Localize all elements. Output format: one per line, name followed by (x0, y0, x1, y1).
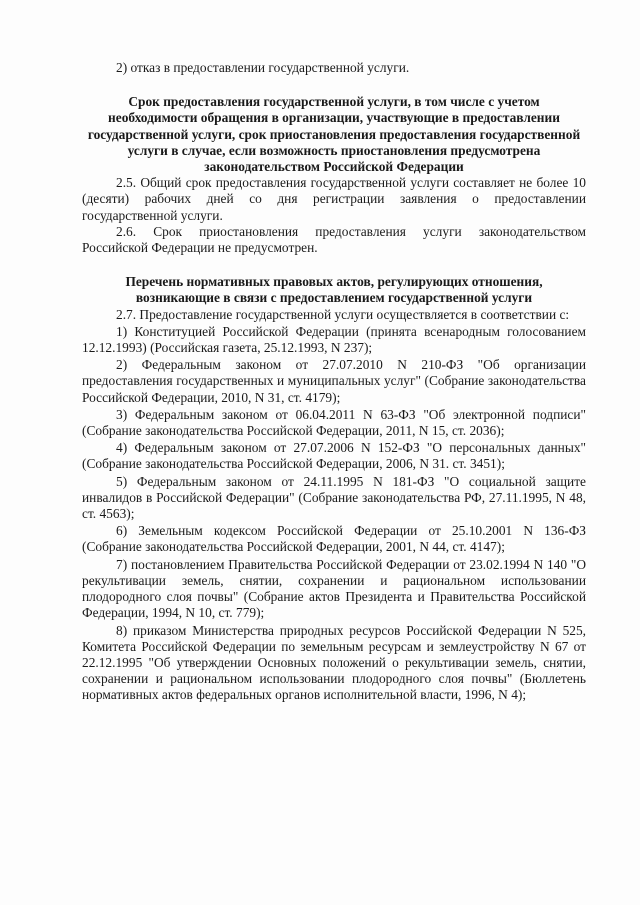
list-item: 5) Федеральным законом от 24.11.1995 N 181-ФЗ "О социальной защите инвалидов в Российской Федерации" (Собрание законодательства РФ, 27.11.1995, N 48, ст. 4563); (82, 473, 586, 522)
paragraph-2-7: 2.7. Предоставление государственной услуги осуществляется в соответствии с: (116, 306, 570, 322)
list-item: 6) Земельным кодексом Российской Федерации от 25.10.2001 N 136-ФЗ (Собрание законодательства Российской Федерации, 2001, N 44, ст. 4147); (82, 523, 586, 555)
list-item: 2) Федеральным законом от 27.07.2010 N 210-ФЗ "Об организации предоставления государственных и муниципальных услуг" (Собрание законодательства Российской Федерации, 2010, N 31, ст. 4179); (82, 357, 586, 405)
refusal-paragraph: 2) отказ в предоставлении государственной услуги. (116, 60, 410, 75)
term-heading: Срок предоставления государственной услуги, в том числе с учетом необходимости обращения в организации, участвующие в предоставлении государственной услуги, срок приостановления предоставления государственной услуги в случае, если возможность приостановления предусмотрена законодательством Российской Федерации (87, 94, 581, 175)
list-item: 4) Федеральным законом от 27.07.2006 N 152-ФЗ "О персональных данных" (Собрание законодательства Российской Федерации, 2006, N 31. ст. 3451); (82, 440, 586, 472)
list-item: 3) Федеральным законом от 06.04.2011 N 63-ФЗ "Об электронной подписи" (Собрание законодательства Российской Федерации, 2011, N 15, ст. 2036); (82, 406, 586, 439)
paragraph-2-6: 2.6. Срок приостановления предоставления услуги законодательством Российской Федерации не предусмотрен. (82, 223, 586, 256)
list-item: 1) Конституцией Российской Федерации (принята всенародным голосованием 12.12.1993) (Российская газета, 25.12.1993, N 237); (82, 323, 586, 356)
list-item: 8) приказом Министерства природных ресурсов Российской Федерации N 525, Комитета Российской Федерации по земельным ресурсам и землеустройству N 67 от 22.12.1995 "Об утверждении Основных положений о рекультивации земель, снятии, сохранении и рациональном использовании плодородного слоя почвы" (Бюллетень нормативных актов федеральных органов исполнительной власти, 1996, N 4); (82, 622, 586, 703)
list-item: 7) постановлением Правительства Российской Федерации от 23.02.1994 N 140 "О рекультивации земель, снятии, сохранении и рациональном использовании плодородного слоя почвы" (Собрание актов Президента и Правительства Российской Федерации, 1994, N 10, ст. 779); (82, 556, 586, 621)
acts-heading: Перечень нормативных правовых актов, регулирующих отношения, возникающие в связи с предоставлением государственной услуги (125, 274, 543, 306)
paragraph-2-5: 2.5. Общий срок предоставления государственной услуги составляет не более 10 (десяти) рабочих дней со дня регистрации заявления о предоставлении государственной услуги. (82, 175, 586, 223)
